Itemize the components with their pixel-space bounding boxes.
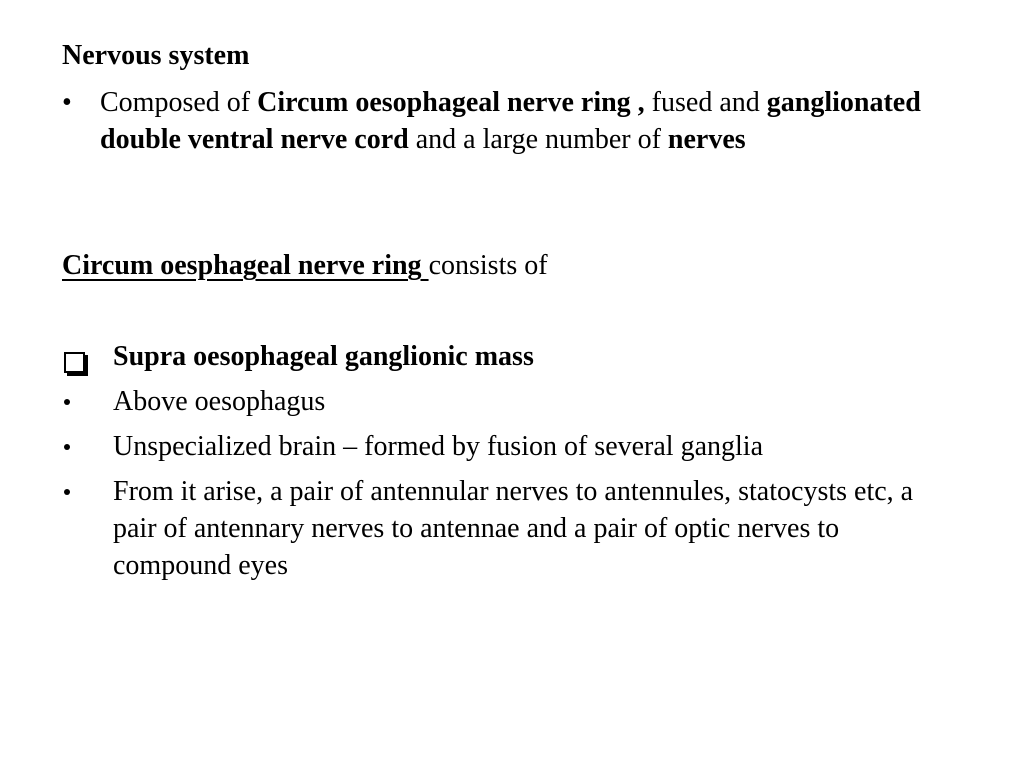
supra-ganglion-section	[62, 338, 962, 584]
list-item	[62, 428, 962, 465]
intro-segment: fused and	[644, 87, 767, 118]
list-item	[62, 473, 962, 584]
bullet-dot-icon	[62, 383, 102, 420]
section-heading: Supra oesophageal ganglionic mass	[113, 341, 534, 372]
intro-bullet	[62, 84, 962, 158]
intro-bullet-text	[100, 84, 962, 158]
subheading-underlined: Circum oesphageal nerve ring	[62, 250, 429, 281]
slide-title: Nervous system	[62, 40, 250, 71]
intro-segment-bold: Circum oesophageal nerve ring ,	[257, 87, 645, 118]
list-item-text: Unspecialized brain – formed by fusion of several ganglia	[113, 431, 764, 462]
section-heading-row	[62, 338, 962, 375]
checkbox-bullet-icon	[62, 338, 102, 375]
list-item-text: Above oesophagus	[113, 386, 326, 417]
list-item-text: From it arise, a pair of antennular nerves to antennules, statocysts etc, a pair of antennary nerves to antennae and a pair of optic nerves to compound eyes	[113, 476, 914, 581]
list-item	[62, 383, 962, 420]
subheading	[62, 248, 548, 284]
bullet-dot-icon	[62, 428, 102, 465]
bullet-marker: •	[62, 87, 72, 118]
intro-segment: and a large number of	[408, 124, 668, 155]
subheading-rest: consists of	[428, 250, 548, 281]
bullet-dot-icon	[62, 473, 102, 510]
intro-segment-bold: nerves	[667, 124, 746, 155]
intro-segment-bold: ganglionated double ventral nerve cord	[100, 87, 921, 155]
intro-segment: Composed of	[100, 87, 258, 118]
